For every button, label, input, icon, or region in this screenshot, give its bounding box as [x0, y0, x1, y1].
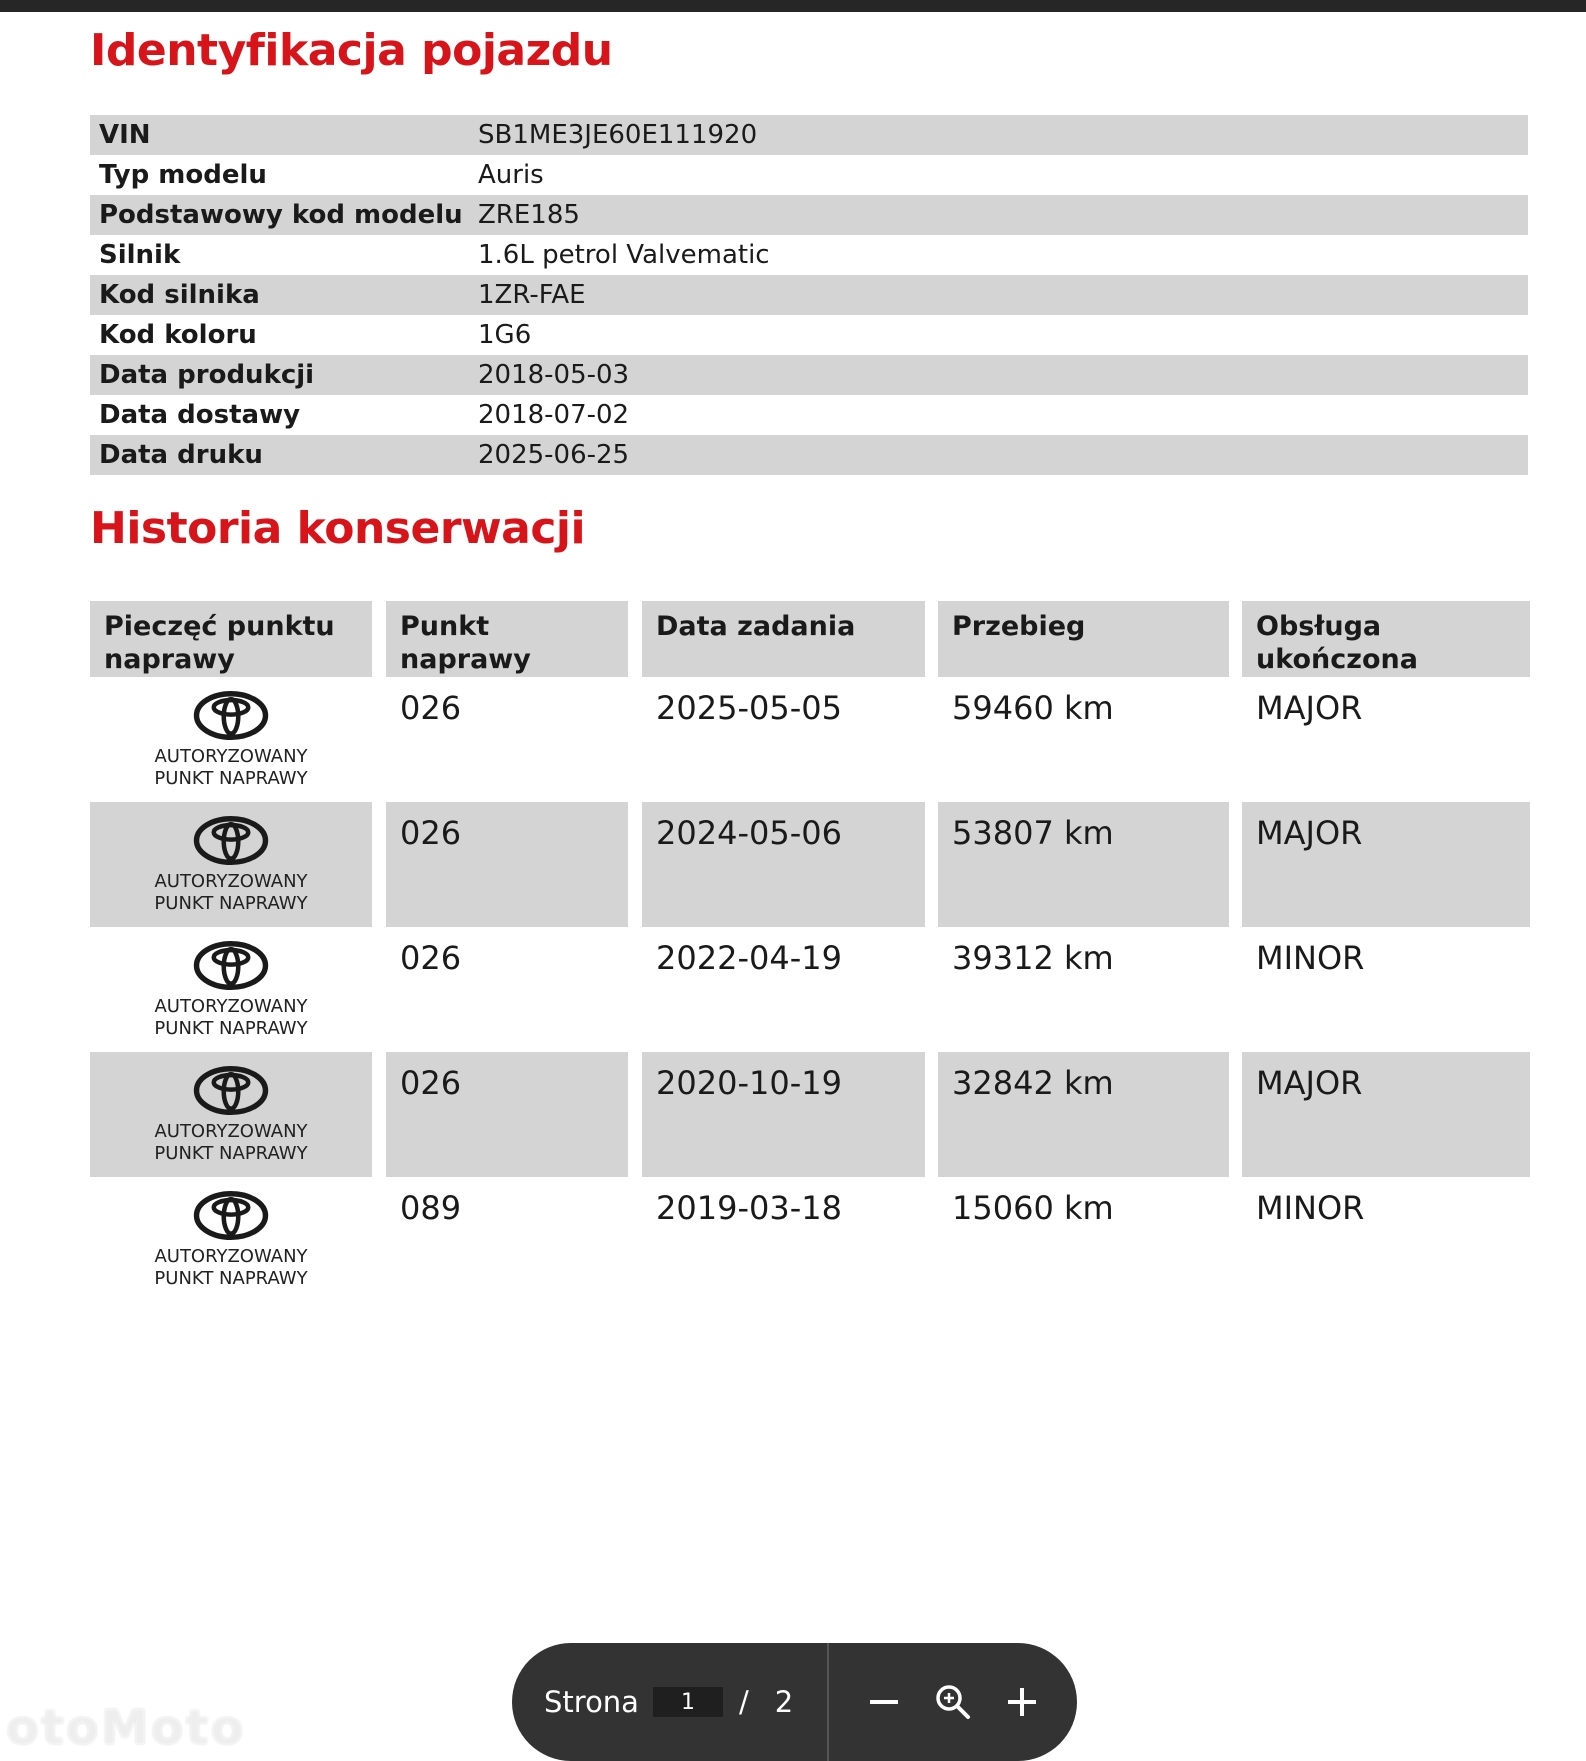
mileage: 15060 km — [952, 1189, 1114, 1227]
service-history-table — [90, 601, 1530, 1302]
zoom-reset-button[interactable] — [930, 1679, 976, 1725]
ident-value: 2018-07-02 — [478, 400, 630, 430]
page-label: Strona — [544, 1685, 639, 1719]
plus-icon — [1006, 1686, 1038, 1718]
toyota-logo-icon — [190, 691, 272, 740]
top-bar — [0, 0, 1586, 12]
table-header-row — [90, 601, 1530, 677]
zoom-controls — [829, 1679, 1077, 1725]
task-date: 2020-10-19 — [642, 1052, 925, 1177]
repair-stamp — [90, 677, 372, 802]
task-date: 2022-04-19 — [656, 939, 842, 977]
zoom-icon — [935, 1684, 971, 1720]
ident-value: SB1ME3JE60E111920 — [478, 120, 758, 150]
toyota-logo-icon — [190, 1066, 272, 1115]
minus-icon — [868, 1686, 900, 1718]
ident-row — [90, 115, 1528, 155]
ident-value: 2025-06-25 — [478, 440, 630, 470]
ident-value: 2018-05-03 — [478, 360, 630, 390]
ident-row — [90, 195, 1528, 235]
repair-stamp — [90, 927, 372, 1052]
zoom-out-button[interactable] — [861, 1679, 907, 1725]
ident-label: VIN — [99, 120, 151, 150]
stamp-text: AUTORYZOWANY PUNKT NAPRAWY — [154, 1246, 308, 1289]
page-separator: / — [738, 1685, 749, 1719]
task-date: 2024-05-06 — [642, 802, 925, 927]
ident-row — [90, 315, 1528, 355]
watermark: otoMoto — [6, 1700, 246, 1756]
pdf-viewer-toolbar — [512, 1643, 1077, 1761]
ident-row — [90, 155, 1528, 195]
page-navigation — [512, 1643, 827, 1761]
stamp-text: AUTORYZOWANY PUNKT NAPRAWY — [154, 996, 308, 1039]
ident-value: ZRE185 — [478, 200, 580, 230]
repair-stamp — [90, 802, 372, 927]
ident-label: Kod koloru — [99, 320, 257, 350]
table-row — [90, 1052, 1530, 1177]
table-row — [90, 1177, 1530, 1302]
repair-point: 026 — [400, 939, 462, 977]
ident-label: Podstawowy kod modelu — [99, 200, 463, 230]
column-header-point: Punkt naprawy — [386, 601, 628, 677]
ident-row — [90, 235, 1528, 275]
history-title: Historia konserwacji — [90, 503, 586, 554]
ident-value: 1G6 — [478, 320, 532, 350]
service-type: MAJOR — [1256, 689, 1363, 727]
stamp-text: AUTORYZOWANY PUNKT NAPRAWY — [154, 1121, 308, 1164]
repair-point: 089 — [400, 1189, 462, 1227]
column-header-mileage: Przebieg — [938, 601, 1229, 677]
repair-point: 026 — [386, 1052, 628, 1177]
table-row — [90, 802, 1530, 927]
task-date: 2019-03-18 — [656, 1189, 842, 1227]
ident-row — [90, 275, 1528, 315]
toyota-logo-icon — [190, 816, 272, 865]
ident-label: Silnik — [99, 240, 181, 270]
page-number-input[interactable] — [653, 1687, 723, 1717]
ident-row — [90, 355, 1528, 395]
service-type: MINOR — [1256, 939, 1365, 977]
service-type: MINOR — [1256, 1189, 1365, 1227]
stamp-text: AUTORYZOWANY PUNKT NAPRAWY — [154, 746, 308, 789]
ident-row — [90, 395, 1528, 435]
ident-row — [90, 435, 1528, 475]
mileage: 53807 km — [938, 802, 1229, 927]
table-row — [90, 927, 1530, 1052]
ident-label: Kod silnika — [99, 280, 260, 310]
toyota-logo-icon — [190, 1191, 272, 1240]
page-total: 2 — [774, 1685, 794, 1719]
stamp-text: AUTORYZOWANY PUNKT NAPRAWY — [154, 871, 308, 914]
column-header-date: Data zadania — [642, 601, 925, 677]
mileage: 39312 km — [952, 939, 1114, 977]
ident-label: Data druku — [99, 440, 263, 470]
repair-point: 026 — [400, 689, 462, 727]
repair-point: 026 — [386, 802, 628, 927]
ident-value: Auris — [478, 160, 544, 190]
repair-stamp — [90, 1177, 372, 1302]
toyota-logo-icon — [190, 941, 272, 990]
ident-label: Typ modelu — [99, 160, 267, 190]
zoom-in-button[interactable] — [999, 1679, 1045, 1725]
table-row — [90, 677, 1530, 802]
column-header-stamp: Pieczęć punktu naprawy — [90, 601, 372, 677]
ident-label: Data produkcji — [99, 360, 315, 390]
ident-value: 1ZR-FAE — [478, 280, 586, 310]
mileage: 32842 km — [938, 1052, 1229, 1177]
column-header-service: Obsługa ukończona — [1242, 601, 1530, 677]
ident-label: Data dostawy — [99, 400, 301, 430]
ident-value: 1.6L petrol Valvematic — [478, 240, 770, 270]
identification-table — [90, 115, 1528, 475]
repair-stamp — [90, 1052, 372, 1177]
mileage: 59460 km — [952, 689, 1114, 727]
service-type: MAJOR — [1242, 1052, 1530, 1177]
service-type: MAJOR — [1242, 802, 1530, 927]
task-date: 2025-05-05 — [656, 689, 842, 727]
identification-title: Identyfikacja pojazdu — [90, 25, 613, 76]
